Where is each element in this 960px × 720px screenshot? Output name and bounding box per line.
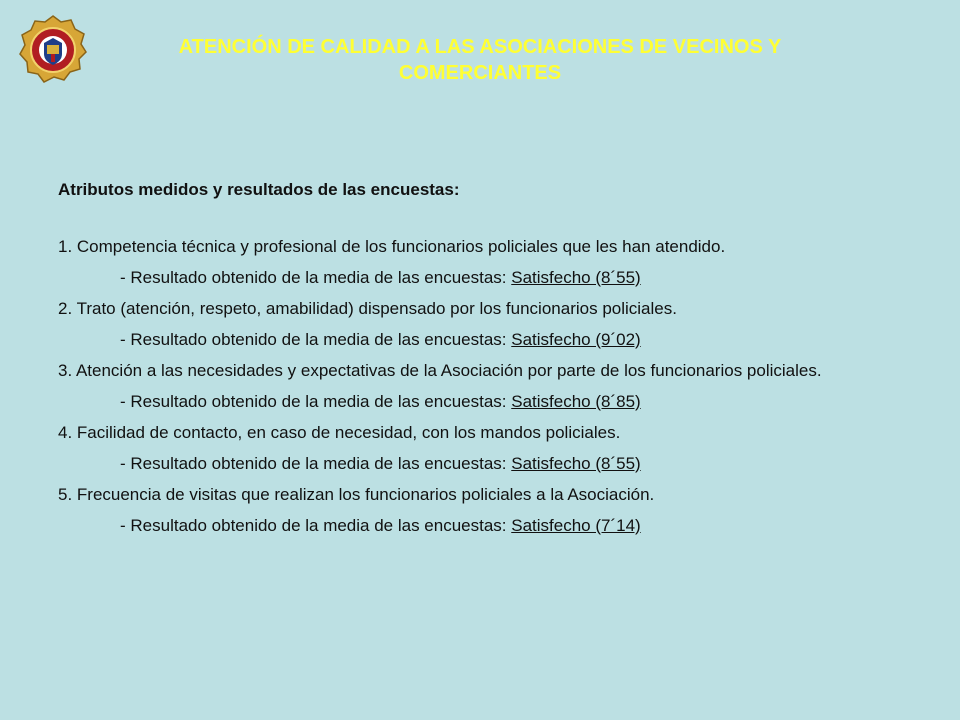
page-title (100, 34, 860, 86)
list-item (58, 359, 903, 413)
attribute-text: 3. Atención a las necesidades y expectativas de la Asociación por parte de los funcionarios policiales. (58, 361, 822, 380)
result-value: Satisfecho (8´55) (511, 268, 641, 287)
police-badge-logo (18, 14, 88, 86)
attribute-text: 1. Competencia técnica y profesional de los funcionarios policiales que les han atendido. (58, 237, 726, 256)
result-value: Satisfecho (8´85) (511, 392, 641, 411)
result-value: Satisfecho (9´02) (511, 330, 641, 349)
title-line-1: ATENCIÓN DE CALIDAD A LAS ASOCIACIONES DE VECINOS Y (178, 36, 782, 58)
result-prefix: - Resultado obtenido de la media de las encuestas: (120, 330, 512, 349)
attribute-text: 2. Trato (atención, respeto, amabilidad) dispensado por los funcionarios policiales. (58, 299, 677, 318)
result-line (58, 328, 903, 351)
result-line (58, 452, 903, 475)
list-item (58, 421, 903, 475)
result-prefix: - Resultado obtenido de la media de las encuestas: (120, 454, 512, 473)
result-prefix: - Resultado obtenido de la media de las encuestas: (120, 268, 512, 287)
result-prefix: - Resultado obtenido de la media de las encuestas: (120, 516, 512, 535)
result-value: Satisfecho (7´14) (511, 516, 641, 535)
result-line (58, 514, 903, 537)
attribute-text: 4. Facilidad de contacto, en caso de necesidad, con los mandos policiales. (58, 423, 621, 442)
list-item (58, 235, 903, 289)
result-line (58, 266, 903, 289)
title-line-2: COMERCIANTES (398, 62, 562, 84)
attribute-text: 5. Frecuencia de visitas que realizan los funcionarios policiales a la Asociación. (58, 485, 655, 504)
list-item (58, 297, 903, 351)
result-line (58, 390, 903, 413)
result-value: Satisfecho (8´55) (511, 454, 641, 473)
list-item (58, 483, 903, 537)
section-heading: Atributos medidos y resultados de las encuestas: (58, 180, 460, 199)
result-prefix: - Resultado obtenido de la media de las encuestas: (120, 392, 512, 411)
survey-results-list (58, 235, 903, 545)
